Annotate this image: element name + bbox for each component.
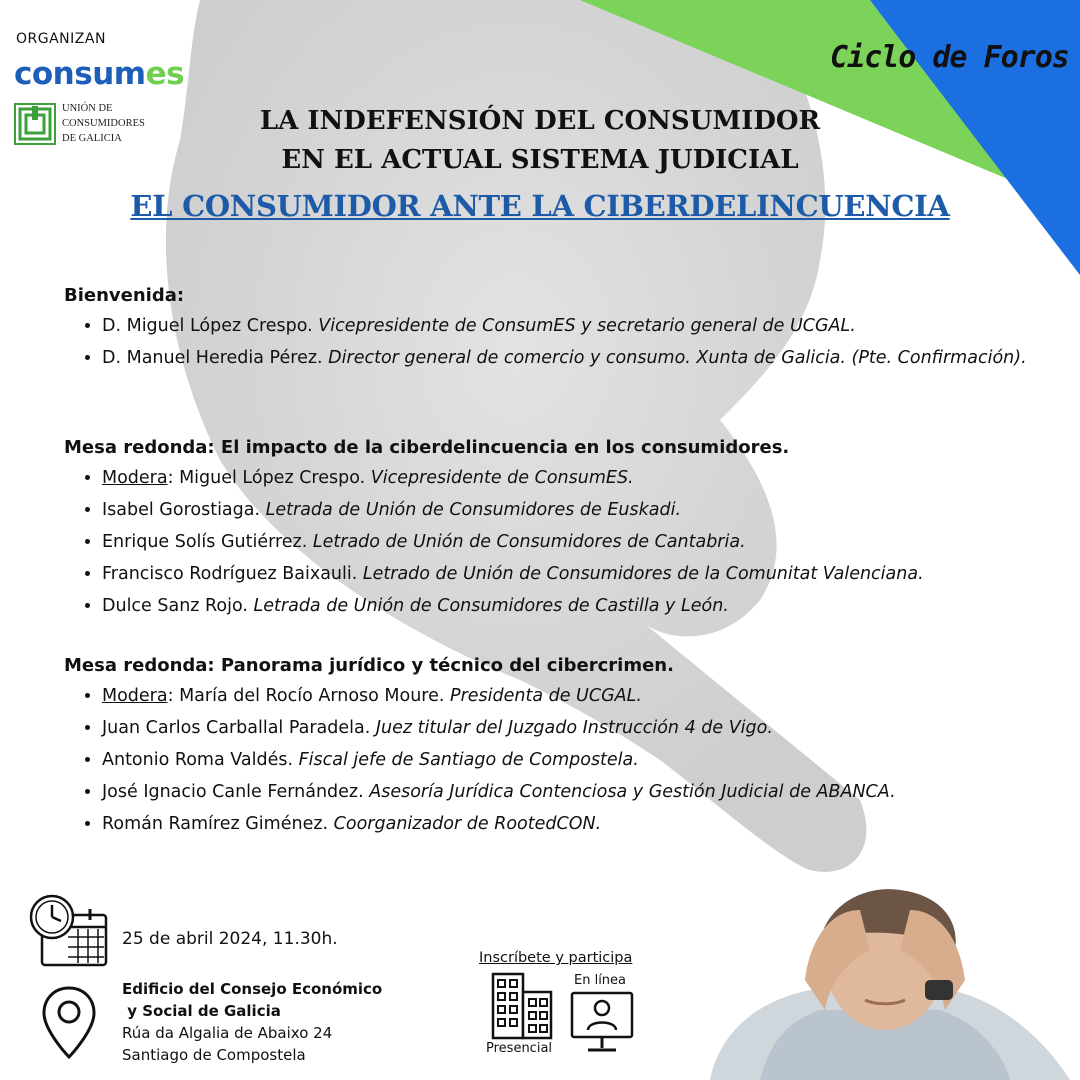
section-heading-mesa1: Mesa redonda: El impacto de la ciberdelincuencia en los consumidores. bbox=[64, 437, 790, 458]
consumes-logo-main: consum bbox=[14, 56, 146, 92]
series-label: Ciclo de Foros bbox=[830, 40, 1069, 75]
ucgal-logo-text: UNIÓN DE CONSUMIDORES DE GALICIA bbox=[62, 103, 145, 144]
list-item: • Francisco Rodríguez Baixauli. Letrado de Unión de Consumidores de la Comunitat Valenciana. bbox=[102, 558, 1052, 590]
consumes-logo-es: es bbox=[145, 56, 185, 92]
event-title-line2: EN EL ACTUAL SISTEMA JUDICIAL bbox=[281, 145, 799, 175]
consumes-logo bbox=[14, 56, 184, 92]
list-item: • Juan Carlos Carballal Paradela. Juez titular del Juzgado Instrucción 4 de Vigo. bbox=[102, 712, 1052, 744]
presencial-label: Presencial bbox=[486, 1041, 553, 1056]
event-venue: Edificio del Consejo Económico y Social de Galicia Rúa da Algalia de Abaixo 24 Santiago de Compostela bbox=[122, 980, 383, 1064]
calendar-clock-icon bbox=[28, 893, 110, 969]
list-item: • Román Ramírez Giménez. Coorganizador de RootedCON. bbox=[102, 808, 1052, 840]
location-pin-icon bbox=[40, 985, 98, 1061]
mesa2-list bbox=[62, 680, 1052, 840]
mesa1-list bbox=[62, 462, 1052, 622]
list-item: • Dulce Sanz Rojo. Letrada de Unión de Consumidores de Castilla y León. bbox=[102, 590, 1052, 622]
online-label: En línea bbox=[574, 973, 627, 988]
organizers-label: ORGANIZAN bbox=[16, 31, 106, 47]
list-item: • José Ignacio Canle Fernández. Asesoría Jurídica Contenciosa y Gestión Judicial de ABANCA. bbox=[102, 776, 1052, 808]
list-item: • Antonio Roma Valdés. Fiscal jefe de Santiago de Compostela. bbox=[102, 744, 1052, 776]
bienvenida-list bbox=[62, 310, 1052, 374]
stressed-man-image bbox=[700, 880, 1080, 1080]
section-heading-mesa2: Mesa redonda: Panorama jurídico y técnico del cibercrimen. bbox=[64, 655, 674, 676]
event-title-line1: LA INDEFENSIÓN DEL CONSUMIDOR bbox=[259, 106, 821, 136]
event-date: 25 de abril 2024, 11.30h. bbox=[122, 929, 338, 949]
list-item: • Modera: María del Rocío Arnoso Moure. Presidenta de UCGAL. bbox=[102, 680, 1052, 712]
event-subtitle: EL CONSUMIDOR ANTE LA CIBERDELINCUENCIA bbox=[130, 189, 950, 223]
list-item: • Enrique Solís Gutiérrez. Letrado de Unión de Consumidores de Cantabria. bbox=[102, 526, 1052, 558]
register-link[interactable]: Inscríbete y participa bbox=[479, 950, 633, 966]
list-item: • D. Miguel López Crespo. Vicepresidente de ConsumES y secretario general de UCGAL. bbox=[102, 310, 1052, 342]
building-icon bbox=[489, 970, 555, 1040]
list-item: • D. Manuel Heredia Pérez. Director general de comercio y consumo. Xunta de Galicia. (Pte. Confirmación). bbox=[102, 342, 1052, 374]
list-item: • Isabel Gorostiaga. Letrada de Unión de Consumidores de Euskadi. bbox=[102, 494, 1052, 526]
computer-user-icon bbox=[568, 990, 636, 1056]
section-heading-bienvenida: Bienvenida: bbox=[64, 285, 185, 306]
list-item: • Modera: Miguel López Crespo. Vicepresidente de ConsumES. bbox=[102, 462, 1052, 494]
